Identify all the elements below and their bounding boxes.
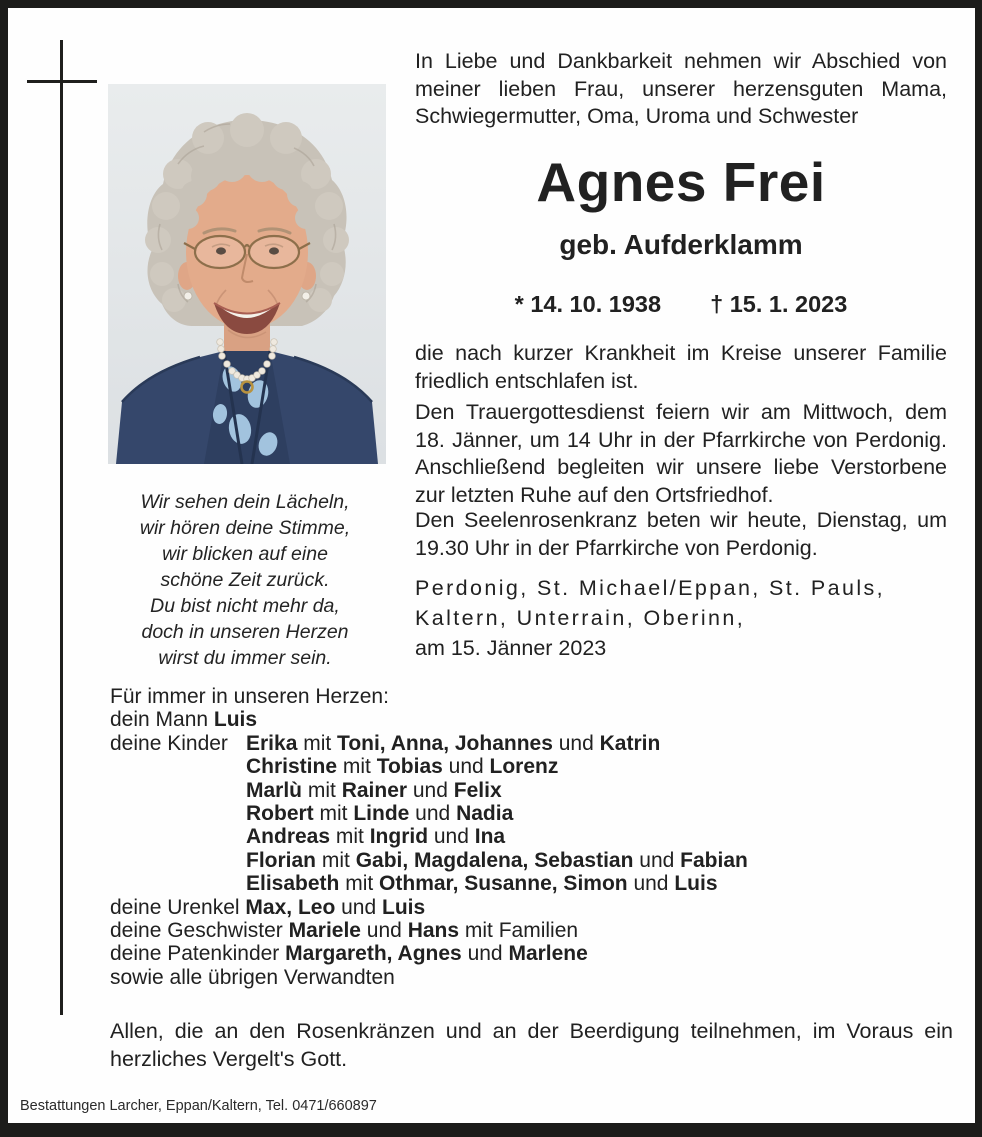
poem-line: doch in unseren Herzen bbox=[141, 621, 349, 643]
poem-line: schöne Zeit zurück. bbox=[160, 569, 330, 591]
thanks-text: Allen, die an den Rosenkränzen und an der Beerdigung teilnehmen, im Voraus ein herzliches Vergelt's Gott. bbox=[110, 1019, 953, 1071]
places-line: Perdonig, St. Michael/Eppan, St. Pauls, bbox=[415, 576, 886, 600]
portrait-photo-illustration bbox=[108, 84, 386, 464]
death-date: 15. 1. 2023 bbox=[729, 291, 848, 317]
children-label: deine Kinder bbox=[110, 731, 228, 755]
deceased-name: Agnes Frei bbox=[536, 151, 826, 213]
birth-date: 14. 10. 1938 bbox=[530, 291, 662, 317]
body-paragraph-death: die nach kurzer Krankheit im Kreise unserer Familie friedlich entschlafen ist. bbox=[415, 341, 947, 393]
poem-line: wirst du immer sein. bbox=[158, 647, 332, 669]
family-closing: sowie alle übrigen Verwandten bbox=[110, 965, 395, 989]
patenkinder-line: deine Patenkinder Margareth, Agnes und Marlene bbox=[110, 942, 588, 966]
death-symbol: † bbox=[710, 291, 724, 317]
poem-line: Du bist nicht mehr da, bbox=[150, 595, 340, 617]
life-dates bbox=[415, 291, 947, 318]
places-and-date bbox=[415, 573, 947, 663]
child-line: Robert mit Linde und Nadia bbox=[246, 802, 514, 826]
memorial-poem bbox=[93, 489, 397, 671]
child-line: Christine mit Tobias und Lorenz bbox=[246, 755, 559, 779]
places-line: Kaltern, Unterrain, Oberinn, bbox=[415, 606, 746, 630]
child-line: Marlù mit Rainer und Felix bbox=[246, 778, 502, 802]
child-line: Elisabeth mit Othmar, Susanne, Simon und Luis bbox=[246, 872, 718, 896]
birth-symbol: * bbox=[514, 291, 524, 317]
poem-line: wir blicken auf eine bbox=[162, 543, 328, 565]
portrait-photo bbox=[108, 84, 386, 464]
maiden-name: geb. Aufderklamm bbox=[559, 229, 803, 260]
husband-line: dein Mann Luis bbox=[110, 708, 258, 732]
body-paragraph-rosary: Den Seelenrosenkranz beten wir heute, Dienstag, um 19.30 Uhr in der Pfarrkirche von Perdonig. bbox=[415, 508, 947, 560]
family-list bbox=[110, 685, 955, 989]
family-heading: Für immer in unseren Herzen: bbox=[110, 685, 389, 708]
intro-text: In Liebe und Dankbarkeit nehmen wir Abschied von meiner lieben Frau, unserer herzensguten Mama, Schwiegermutter, Oma, Uroma und Schwester bbox=[415, 49, 947, 128]
child-line: Florian mit Gabi, Magdalena, Sebastian und Fabian bbox=[246, 848, 748, 872]
child-line: Andreas mit Ingrid und Ina bbox=[246, 825, 506, 849]
poem-line: wir hören deine Stimme, bbox=[139, 517, 351, 539]
geschwister-line: deine Geschwister Mariele und Hans mit Familien bbox=[110, 919, 579, 943]
poem-line: Wir sehen dein Lächeln, bbox=[140, 491, 350, 513]
memorial-cross-icon bbox=[60, 40, 63, 1015]
notice-date: am 15. Jänner 2023 bbox=[415, 636, 607, 660]
urenkel-line: deine Urenkel Max, Leo und Luis bbox=[110, 895, 426, 919]
child-line: Erika mit Toni, Anna, Johannes und Katrin bbox=[246, 731, 661, 755]
funeral-home-footer: Bestattungen Larcher, Eppan/Kaltern, Tel. 0471/660897 bbox=[20, 1098, 377, 1114]
body-paragraph-funeral: Den Trauergottesdienst feiern wir am Mittwoch, dem 18. Jänner, um 14 Uhr in der Pfarrkirche von Perdonig. Anschließend begleiten wir unsere liebe Verstorbene zur letzten Ruhe auf den Ortsfriedhof. bbox=[415, 400, 947, 507]
memorial-cross-icon bbox=[27, 80, 97, 83]
